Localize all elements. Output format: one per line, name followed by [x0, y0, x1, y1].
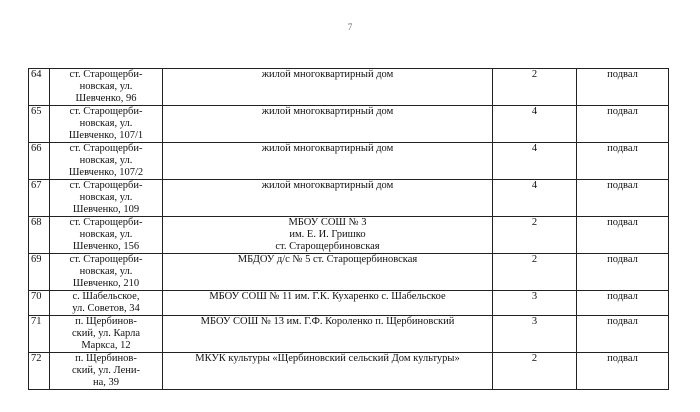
shelter-type-cell: подвал	[577, 106, 669, 143]
address-cell-line: новская, ул.	[79, 81, 133, 92]
object-cell-line: ст. Старощербиновская	[275, 241, 380, 252]
address-cell-line: ст. Старощерби-	[69, 217, 143, 228]
address-cell-line: ст. Старощерби-	[69, 69, 143, 80]
object-cell-line: жилой многоквартирный дом	[261, 69, 394, 80]
address-cell-line: ст. Старощерби-	[69, 143, 143, 154]
address-cell-line: Шевченко, 107/2	[68, 167, 144, 178]
table-row	[29, 291, 669, 316]
row-number-cell: 72	[29, 353, 50, 390]
page-number: 7	[347, 22, 353, 32]
address-cell	[50, 316, 163, 353]
shelter-type-cell: подвал	[577, 180, 669, 217]
object-cell-line: МБОУ СОШ № 3	[288, 217, 367, 228]
address-cell	[50, 291, 163, 316]
address-cell-line: Шевченко, 107/1	[68, 130, 144, 141]
shelter-table	[28, 68, 669, 390]
object-cell	[163, 316, 493, 353]
address-cell	[50, 69, 163, 106]
address-cell-line: ский, ул. Карла	[71, 328, 141, 339]
count-cell: 2	[493, 217, 577, 254]
address-cell-line: новская, ул.	[79, 118, 133, 129]
table-row	[29, 69, 669, 106]
object-cell-line: им. Е. И. Гришко	[289, 229, 366, 240]
count-cell: 4	[493, 106, 577, 143]
address-cell-line: Шевченко, 156	[72, 241, 140, 252]
object-cell-line: МБДОУ д/с № 5 ст. Старощербиновская	[237, 254, 418, 265]
address-cell	[50, 353, 163, 390]
count-cell: 2	[493, 353, 577, 390]
address-cell-line: ский, ул. Лени-	[72, 365, 140, 376]
object-cell	[163, 254, 493, 291]
address-cell	[50, 180, 163, 217]
object-cell	[163, 353, 493, 390]
object-cell	[163, 69, 493, 106]
object-cell-line: жилой многоквартирный дом	[261, 143, 394, 154]
count-cell: 3	[493, 316, 577, 353]
shelter-type-cell: подвал	[577, 353, 669, 390]
row-number-cell: 70	[29, 291, 50, 316]
count-cell: 3	[493, 291, 577, 316]
shelter-type-cell: подвал	[577, 217, 669, 254]
address-cell-line: п. Щербинов-	[75, 353, 137, 364]
table-row	[29, 254, 669, 291]
address-cell-line: ул. Советов, 34	[72, 303, 140, 314]
object-cell	[163, 291, 493, 316]
object-cell-line: МКУК культуры «Щербиновский сельский Дом культуры»	[195, 353, 460, 364]
table-row	[29, 180, 669, 217]
table-row	[29, 316, 669, 353]
address-cell-line: новская, ул.	[79, 192, 133, 203]
object-cell	[163, 106, 493, 143]
address-cell-line: на, 39	[92, 377, 120, 388]
address-cell-line: новская, ул.	[79, 266, 133, 277]
row-number-cell: 65	[29, 106, 50, 143]
object-cell	[163, 143, 493, 180]
address-cell-line: п. Щербинов-	[75, 316, 137, 327]
row-number-cell: 66	[29, 143, 50, 180]
object-cell-line: МБОУ СОШ № 11 им. Г.К. Кухаренко с. Шабельское	[209, 291, 446, 302]
shelter-type-cell: подвал	[577, 316, 669, 353]
row-number-cell: 69	[29, 254, 50, 291]
count-cell: 4	[493, 180, 577, 217]
address-cell-line: ст. Старощерби-	[69, 106, 143, 117]
object-cell	[163, 180, 493, 217]
address-cell-line: Маркса, 12	[81, 340, 131, 351]
row-number-cell: 71	[29, 316, 50, 353]
address-cell-line: ст. Старощерби-	[69, 254, 143, 265]
address-cell-line: Шевченко, 96	[75, 93, 137, 104]
address-cell	[50, 254, 163, 291]
count-cell: 2	[493, 254, 577, 291]
shelter-type-cell: подвал	[577, 254, 669, 291]
address-cell-line: Шевченко, 210	[72, 278, 140, 289]
table-row	[29, 106, 669, 143]
address-cell-line: новская, ул.	[79, 229, 133, 240]
row-number-cell: 68	[29, 217, 50, 254]
object-cell-line: МБОУ СОШ № 13 им. Г.Ф. Короленко п. Щербиновский	[200, 316, 455, 327]
address-cell	[50, 106, 163, 143]
address-cell-line: с. Шабельское,	[72, 291, 140, 302]
table-row	[29, 143, 669, 180]
row-number-cell: 64	[29, 69, 50, 106]
address-cell-line: ст. Старощерби-	[69, 180, 143, 191]
object-cell-line: жилой многоквартирный дом	[261, 180, 394, 191]
address-cell	[50, 143, 163, 180]
object-cell	[163, 217, 493, 254]
address-cell	[50, 217, 163, 254]
shelter-type-cell: подвал	[577, 291, 669, 316]
row-number-cell: 67	[29, 180, 50, 217]
object-cell-line: жилой многоквартирный дом	[261, 106, 394, 117]
shelter-type-cell: подвал	[577, 69, 669, 106]
table-row	[29, 217, 669, 254]
address-cell-line: новская, ул.	[79, 155, 133, 166]
count-cell: 2	[493, 69, 577, 106]
table-row	[29, 353, 669, 390]
count-cell: 4	[493, 143, 577, 180]
shelter-type-cell: подвал	[577, 143, 669, 180]
address-cell-line: Шевченко, 109	[72, 204, 140, 215]
